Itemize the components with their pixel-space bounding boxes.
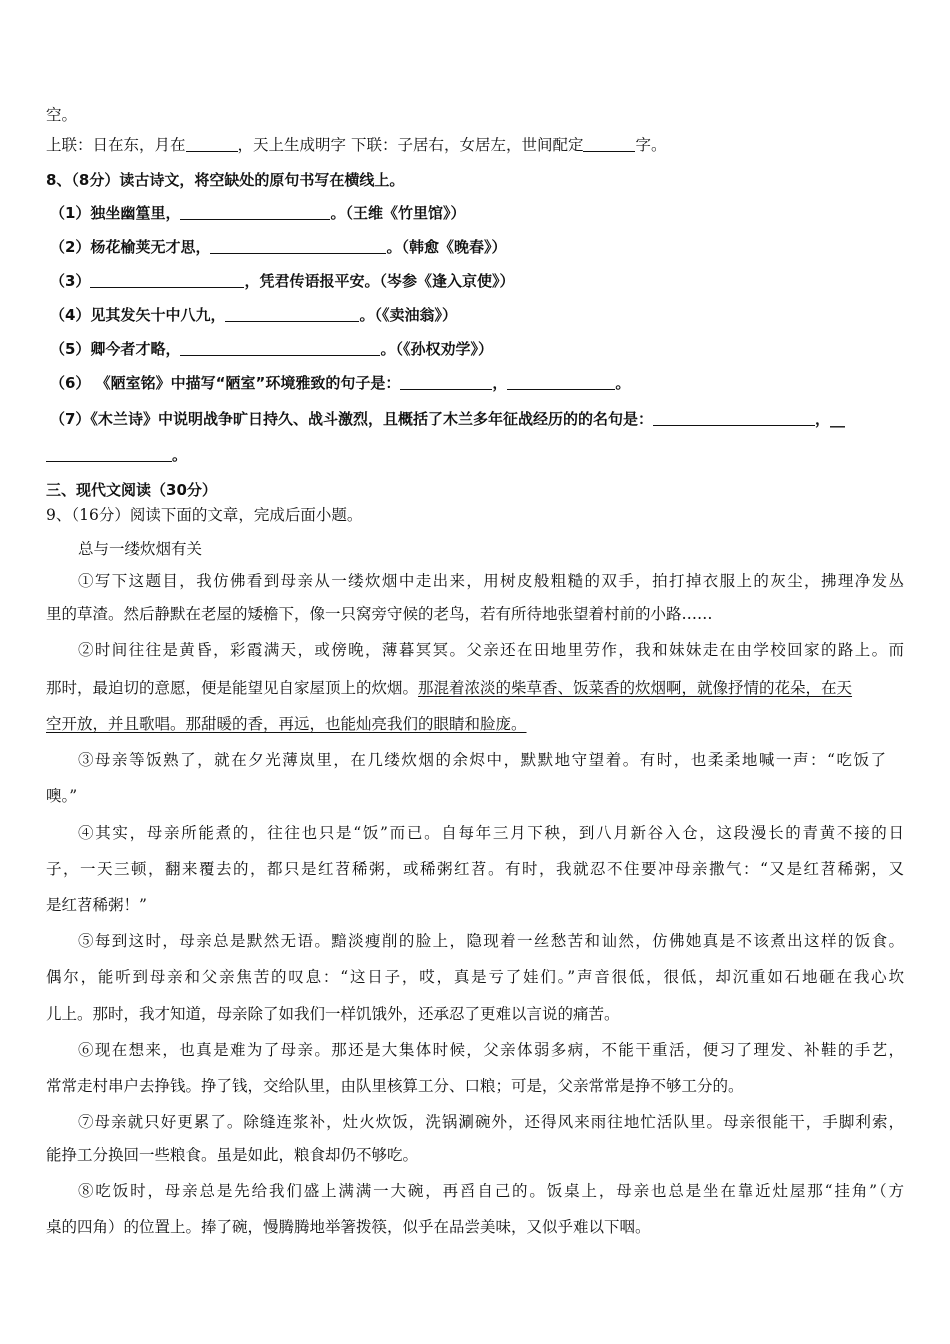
article-title <box>78 539 202 559</box>
paragraph-8-line-2 <box>46 1217 651 1237</box>
paragraph-text: 里的草渣。然后静默在老屋的矮檐下，像一只窝旁守候的老鸟，若有所待地张望着村前的小路…… <box>46 605 713 623</box>
paragraph-text: 能挣工分换回一些粮食。虽是如此，粮食却仍不够吃。 <box>46 1146 419 1164</box>
couplet-line <box>46 135 666 155</box>
q8-item-end: 。 <box>172 446 188 464</box>
paragraph-2-line-1 <box>78 640 904 660</box>
blank-line <box>186 136 238 152</box>
q8-item-3 <box>50 271 514 291</box>
paragraph-text: 子，一天三顿，翻来覆去的，都只是红苕稀粥，或稀粥红苕。有时，我就忍不住要冲母亲撒气：“又是红苕稀粥，又 <box>46 860 904 878</box>
paragraph-text: 常常走村串户去挣钱。挣了钱，交给队里，由队里核算工分、口粮；可是，父亲常常是挣不够工分的。 <box>46 1077 744 1095</box>
paragraph-4-line-3 <box>46 895 147 915</box>
q8-item-5 <box>50 339 493 359</box>
paragraph-text: 是红苕稀粥！” <box>46 896 147 914</box>
paragraph-3-line-1 <box>78 750 886 770</box>
underlined-sentence: 空开放，并且歌唱。那甜暖的香，再远，也能灿亮我们的眼睛和脸庞。 <box>46 715 527 733</box>
q8-item-text: （1）独坐幽篁里， <box>50 204 181 222</box>
q8-item-end: 。 <box>615 374 631 392</box>
blank-line <box>180 340 380 356</box>
paragraph-4-line-2 <box>46 859 904 879</box>
q8-title-text: 8、（8分）读古诗文，将空缺处的原句书写在横线上。 <box>46 171 405 189</box>
paragraph-text: ②时间往往是黄昏，彩霞满天，或傍晚，薄暮冥冥。父亲还在田地里劳作，我和妹妹走在由学校回家的路上。而 <box>78 641 904 659</box>
paragraph-text: 那时，最迫切的意愿，便是能望见自家屋顶上的炊烟。 <box>46 679 419 697</box>
paragraph-2-line-2 <box>46 678 852 698</box>
paragraph-text: ⑧吃饭时，母亲总是先给我们盛上满满一大碗，再舀自己的。饭桌上，母亲也总是坐在靠近灶屋那“挂角”（方 <box>78 1182 904 1200</box>
blank-line <box>653 410 815 426</box>
couplet-part-a: 上联：日在东，月在 <box>46 136 186 154</box>
paragraph-2-line-3 <box>46 714 527 734</box>
q8-item-text: （2）杨花榆荚无才思， <box>50 238 211 256</box>
blank-line <box>210 238 386 254</box>
q9-title <box>46 505 362 525</box>
blank-line <box>46 446 172 462</box>
paragraph-8-line-1 <box>78 1181 904 1201</box>
section-3-title <box>46 480 217 500</box>
blank-line <box>180 204 330 220</box>
paragraph-text: ①写下这题目，我仿佛看到母亲从一缕炊烟中走出来，用树皮般粗糙的双手，拍打掉衣服上的灰尘，拂理净发丛 <box>78 572 904 590</box>
blank-line <box>583 136 635 152</box>
underlined-sentence: 那混着浓淡的柴草香、饭菜香的炊烟啊，就像抒情的花朵，在天 <box>418 679 853 697</box>
paragraph-4-line-1 <box>78 823 904 843</box>
blank-line <box>507 374 615 390</box>
q8-item-text: （4）见其发矢十中八九， <box>50 306 226 324</box>
paragraph-5-line-3 <box>46 1004 620 1024</box>
paragraph-7-line-2 <box>46 1145 418 1165</box>
paragraph-5-line-2 <box>46 967 904 987</box>
paragraph-text: 偶尔，能听到母亲和父亲焦苦的叹息：“这日子，哎，真是亏了娃们。”声音很低，很低，却沉重如石地砸在我心坎 <box>46 968 904 986</box>
q8-item-7-cont <box>46 445 187 465</box>
q8-item-7 <box>50 409 845 429</box>
blank-line <box>90 272 244 288</box>
paragraph-text: ⑥现在想来，也真是难为了母亲。那还是大集体时候，父亲体弱多病，不能干重活，便习了理发、补鞋的手艺， <box>78 1041 904 1059</box>
q8-item-2 <box>50 237 506 257</box>
paragraph-text: ⑦母亲就只好更累了。除缝连浆补，灶火炊饭，洗锅涮碗外，还得风来雨往地忙活队里。母亲很能干，手脚利索， <box>78 1113 904 1131</box>
blank-line <box>400 374 492 390</box>
paragraph-3-line-2 <box>46 786 77 806</box>
couplet-part-b: ，天上生成明字 下联：子居右，女居左，世间配定 <box>237 136 584 154</box>
paragraph-text: ⑤每到这时，母亲总是默然无语。黯淡瘦削的脸上，隐现着一丝愁苦和讪然，仿佛她真是不该煮出这样的饭食。 <box>78 932 904 950</box>
q8-item-text: （6） 《陋室铭》中描写“陋室”环境雅致的句子是： <box>50 374 401 392</box>
q9-title-text: 9、（16分）阅读下面的文章，完成后面小题。 <box>46 506 363 524</box>
blank-line <box>225 306 359 322</box>
paragraph-6-line-2 <box>46 1076 744 1096</box>
q8-item-source: 。（《孙权劝学》） <box>380 340 493 358</box>
paragraph-5-line-1 <box>78 931 904 951</box>
paragraph-6-line-1 <box>78 1040 904 1060</box>
article-title-text: 总与一缕炊烟有关 <box>78 540 203 558</box>
q8-item-1 <box>50 203 465 223</box>
q8-item-source: 。（韩愈《晚春》） <box>386 238 507 256</box>
q7-tail-line <box>46 105 77 125</box>
couplet-part-c: 字。 <box>635 136 667 154</box>
paragraph-1-line-1 <box>78 571 904 591</box>
q8-item-text: （3） <box>50 272 91 290</box>
q8-title <box>46 170 404 190</box>
paragraph-7-line-1 <box>78 1112 904 1132</box>
q7-tail-text: 空。 <box>46 106 78 124</box>
q8-item-source: ，凭君传语报平安。（岑参《逢入京使》） <box>244 272 515 290</box>
paragraph-text: 噢。” <box>46 787 78 805</box>
q8-item-text: （7）《木兰诗》中说明战争旷日持久、战斗激烈，且概括了木兰多年征战经历的的名句是： <box>50 410 653 428</box>
paragraph-text: ③母亲等饭熟了，就在夕光薄岚里，在几缕炊烟的余烬中，默默地守望着。有时，也柔柔地喊一声：“吃饭了 <box>78 751 886 769</box>
section-3-title-text: 三、现代文阅读（30分） <box>46 481 217 499</box>
paragraph-text: 桌的四角）的位置上。捧了碗，慢腾腾地举箸拨筷，似乎在品尝美味，又似乎难以下咽。 <box>46 1218 651 1236</box>
q8-item-6 <box>50 373 630 393</box>
paragraph-text: 儿上。那时，我才知道，母亲除了如我们一样饥饿外，还承忍了更难以言说的痛苦。 <box>46 1005 620 1023</box>
q8-item-source: 。（《卖油翁》） <box>359 306 457 324</box>
q8-item-text: （5）卿今者才略， <box>50 340 181 358</box>
paragraph-1-line-2 <box>46 604 713 624</box>
q8-item-sep: ，__ <box>814 410 845 428</box>
q8-item-sep: ， <box>492 374 508 392</box>
q8-item-4 <box>50 305 457 325</box>
q8-item-source: 。（王维《竹里馆》） <box>330 204 466 222</box>
paragraph-text: ④其实，母亲所能煮的，往往也只是“饭”而已。自每年三月下秧，到八月新谷入仓，这段漫长的青黄不接的日 <box>78 824 904 842</box>
